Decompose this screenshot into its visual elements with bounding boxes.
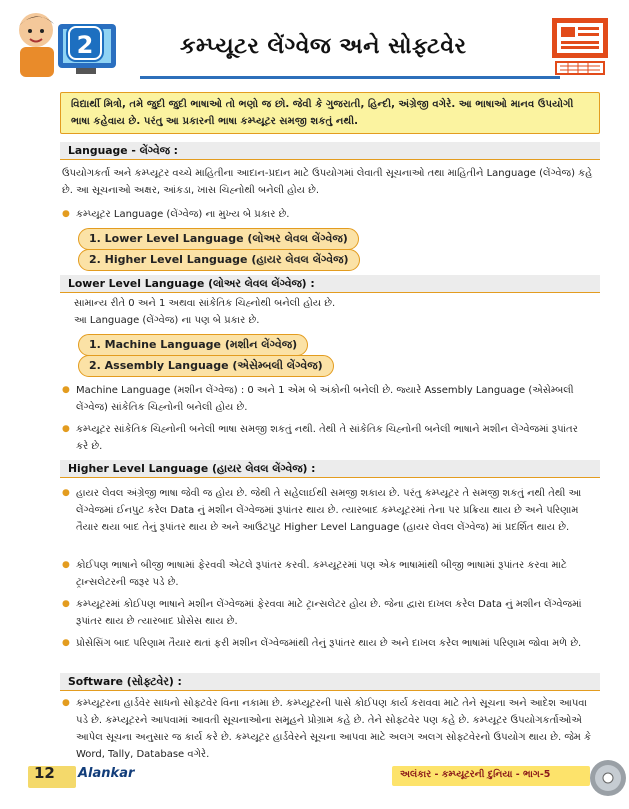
higher-level-bullet-3: ● કમ્પ્યૂટરમાં કોઈપણ ભાષાને મશીન લેંગ્વેજમાં ફેરવવા માટે ટ્રાન્સલેટર હોય છે. જેના દ્વારા દાખલ કરેલ Data નું મશીન લેંગ્વેજમાં રૂપાંતર થાય છે ત્યારબાદ પ્રોસેસ થાય છે. xyxy=(62,596,602,630)
monitor-keyboard-icon xyxy=(548,14,612,78)
section-heading-language: Language - લેંગ્વેજ : xyxy=(60,142,600,160)
higher-level-bullet-1: ● હાયર લેવલ અંગ્રેજી ભાષા જેવી જ હોય છે. જેથી તે સહેલાઈથી સમજી શકાય છે. પરંતુ કમ્પ્યૂટર તે સમજી શકતું નથી તેથી આ લેંગ્વેજમાં ઈનપુટ કરેલ Data નું મશીન લેંગ્વેજમાં રૂપાંતર થાય છે. ત્યારબાદ કમ્પ્યૂટરમાં તેના પર પ્રક્રિયા થાય છે અને પરિણામ તૈયાર થયા બાદ તેનું રૂપાંતર થાય છે અને આઉટપુટ Higher Level Language (હાયર લેવલ લેંગ્વેજ) માં પ્રદર્શિત થાય છે. xyxy=(62,485,602,536)
chapter-header xyxy=(0,0,629,82)
student-at-computer-illustration xyxy=(6,6,126,82)
pill-lower-level: 1. Lower Level Language (લોઅર લેવલ લેંગ્વેજ) xyxy=(78,228,359,250)
section-heading-software: Software (સોફ્ટવેર) : xyxy=(60,673,600,691)
series-title: અલંકાર - કમ્પ્યૂટરની દુનિયા - ભાગ-5 xyxy=(392,766,590,786)
language-definition: ઉપયોગકર્તા અને કમ્પ્યૂટર વચ્ચે માહિતીના આદાન-પ્રદાન માટે ઉપયોગમાં લેવાતી સૂચનાઓ તથા માહિતીને Language (લેંગ્વેજ) કહે છે. આ સૂચનાઓ અક્ષર, આંકડા, ખાસ ચિહ્નોથી બનેલી હોય છે. xyxy=(62,168,593,196)
pill-machine-language: 1. Machine Language (મશીન લેંગ્વેજ) xyxy=(78,334,308,356)
cd-disc-icon xyxy=(588,758,628,798)
pill-higher-level: 2. Higher Level Language (હાયર લેવલ લેંગ્વેજ) xyxy=(78,249,360,271)
pill-assembly-language: 2. Assembly Language (એસેમ્બલી લેંગ્વેજ) xyxy=(78,355,334,377)
symbolic-language-bullet: ● કમ્પ્યૂટર સાંકેતિક ચિહ્નોની બનેલી ભાષા સમજી શકતું નથી. તેથી તે સાંકેતિક ચિહ્નોની બનેલી ભાષાને મશીન લેંગ્વેજમાં રૂપાંતર કરે છે. xyxy=(62,421,592,455)
brand-logo-text: Alankar xyxy=(78,766,135,781)
higher-level-bullet-2: ● કોઈપણ ભાષાને બીજી ભાષામાં ફેરવવી એટલે રૂપાંતર કરવી. કમ્પ્યૂટરમાં પણ એક ભાષામાંથી બીજી ભાષામાં રૂપાંતર કરવા માટે ટ્રાન્સલેટરની જરૂર પડે છે. xyxy=(62,557,602,591)
language-types-bullet: ● કમ્પ્યૂટર Language (લેંગ્વેજ) ના મુખ્ય બે પ્રકાર છે. xyxy=(62,206,602,223)
intro-box: વિદ્યાર્થી મિત્રો, તમે જુદી જુદી ભાષાઓ તો ભણો જ છો. જેવી કે ગુજરાતી, હિન્દી, અંગ્રેજી વગેરે. આ ભાષાઓ માનવ ઉપયોગી ભાષા કહેવાય છે. પરંતુ આ પ્રકારની ભાષા કમ્પ્યૂટર સમજી શકતું નથી. xyxy=(60,92,600,134)
lower-level-para-1: સામાન્ય રીતે 0 અને 1 અથવા સાંકેતિક ચિહ્નોથી બનેલી હોય છે. xyxy=(74,298,336,309)
lower-level-para-2: આ Language (લેંગ્વેજ) ના પણ બે પ્રકાર છે. xyxy=(74,315,260,326)
title-underline xyxy=(140,76,560,79)
page-footer xyxy=(0,758,629,809)
page-number: 12 xyxy=(34,764,55,782)
software-bullet: ● કમ્પ્યૂટરના હાર્ડવેર સાધનો સોફ્ટવેર વિના નકામા છે. કમ્પ્યૂટરની પાસે કોઈપણ કાર્ય કરાવવા માટે તેને સૂચના અને આદેશ આપવા પડે છે. કમ્પ્યૂટરને આપવામાં આવતી સૂચનાઓના સમૂહને પ્રોગ્રામ કહે છે. તેને સોફ્ટવેર પણ કહે છે. કમ્પ્યૂટર ઉપયોગકર્તાઓએ આપેલ સૂચના અનુસાર જ કાર્ય કરે છે. કમ્પ્યૂટર હાર્ડવેરને સૂચના આપવા માટે અલગ અલગ સોફ્ટવેરનો ઉપયોગ થાય છે. જેમ કે Word, Tally, Database વગેરે. xyxy=(62,695,602,763)
chapter-title: કમ્પ્યૂટર લેંગ્વેજ અને સોફ્ટવેર xyxy=(180,34,467,59)
chapter-number-badge: 2 xyxy=(68,26,102,60)
section-heading-lower-level: Lower Level Language (લોઅર લેવલ લેંગ્વેજ) : xyxy=(60,275,600,293)
higher-level-bullet-4: ● પ્રોસેસિંગ બાદ પરિણામ તૈયાર થતાં ફરી મશીન લેંગ્વેજમાંથી તેનું રૂપાંતર થાય છે અને દાખલ કરેલ ભાષામાં પરિણામ જોવા મળે છે. xyxy=(62,635,602,652)
section-heading-higher-level: Higher Level Language (હાયર લેવલ લેંગ્વેજ) : xyxy=(60,460,600,478)
machine-language-bullet: ● Machine Language (મશીન લેંગ્વેજ) : 0 અને 1 એમ બે અંકોની બનેલી છે. જ્યારે Assembly Language (એસેમ્બલી લેંગ્વેજ) સાંકેતિક ચિહ્નોની બનેલી હોય છે. xyxy=(62,382,592,416)
